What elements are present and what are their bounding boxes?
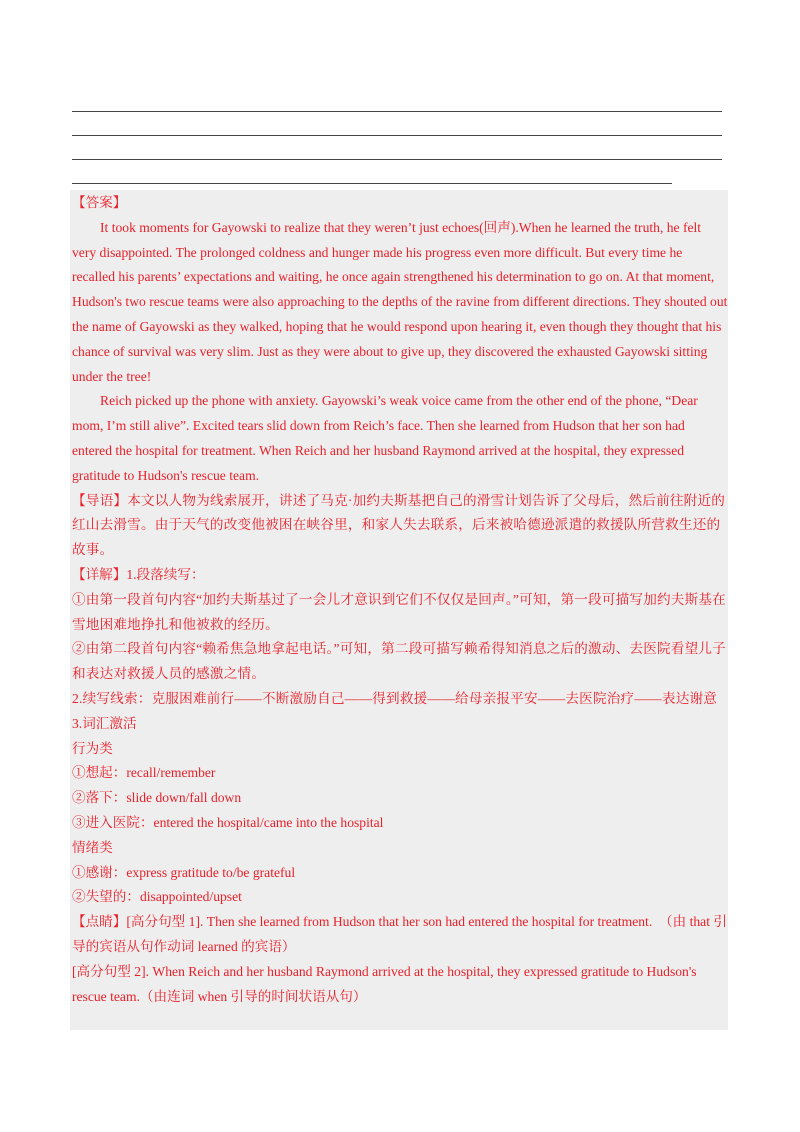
detail-item1-title: 1.段落续写： (126, 566, 205, 582)
highlight-sentence-1 (72, 910, 728, 960)
action-heading: 行为类 (72, 740, 113, 756)
writing-line (72, 111, 722, 112)
vocab-item: ③进入医院：entered the hospital/came into the hospital (72, 814, 384, 830)
detail-item1-b: ②由第二段首句内容“赖希焦急地拿起电话。”可知，第二段可描写赖希得知消息之后的激动、去医院看望儿子和表达对救援人员的感激之情。 (72, 641, 726, 682)
guide-section (72, 489, 728, 563)
highlight-sentence-2: [高分句型 2]. When Reich and her husband Raymond arrived at the hospital, they expressed gratitude to Hudson's rescue team.（由连词 when 引导的时间状语从句） (72, 963, 697, 1004)
vocab-item: ②失望的：disappointed/upset (72, 889, 242, 905)
emotion-heading: 情绪类 (72, 839, 113, 855)
detail-item3-title: 3.词汇激活 (72, 715, 137, 731)
detail-item2: 2.续写线索：克服困难前行——不断激励自己——得到救援——给母亲报平安——去医院治疗——表达谢意 (72, 690, 718, 706)
writing-line (72, 159, 722, 160)
vocab-item: ①想起：recall/remember (72, 765, 216, 781)
detail-item1-a: ①由第一段首句内容“加约夫斯基过了一会儿才意识到它们不仅仅是回声。”可知，第一段可描写加约夫斯基在雪地困难地挣扎和他被救的经历。 (72, 591, 726, 632)
guide-text: 本文以人物为线索展开，讲述了马克·加约夫斯基把自己的滑雪计划告诉了父母后，然后前往附近的红山去滑雪。由于天气的改变他被困在峡谷里，和家人失去联系，后来被哈德逊派遣的救援队所营救生还的故事。 (72, 492, 726, 558)
writing-line (72, 183, 672, 184)
vocab-item: ②落下：slide down/fall down (72, 790, 242, 806)
answer-paragraph-1: It took moments for Gayowski to realize that they weren’t just echoes(回声).When he learned the truth, he felt very disappointed. The prolonged coldness and hunger made his progress even more difficult. But every time he recalled his parents’ expectations and waiting, he once again strengthened his determination to go on. At that moment, Hudson's two rescue teams were also approaching to the depths of the ravine from different directions. They shouted out the name of Gayowski as they walked, hoping that he would respond upon hearing it, even though they thought that his chance of survival was very slim. Just as they were about to give up, they discovered the exhausted Gayowski sitting under the tree! (72, 219, 728, 384)
answer-heading: 【答案】 (72, 195, 127, 210)
answer-paragraph-2: Reich picked up the phone with anxiety. Gayowski’s weak voice came from the other end of the phone, “Dear mom, I’m still alive”. Excited tears slid down from Reich’s face. Then she learned from Hudson that her son had entered the hospital for treatment. When Reich and her husband Raymond arrived at the hospital, they expressed gratitude to Hudson's rescue team. (72, 393, 698, 483)
guide-label: 【导语】 (72, 492, 128, 508)
highlight-sentence-1-text: [高分句型 1]. Then she learned from Hudson that her son had entered the hospital for treatment. （由 that 引导的宾语从句作动词 learned 的宾语） (72, 914, 727, 954)
detail-label: 【详解】 (72, 566, 127, 582)
highlight-label: 【点睛】 (72, 914, 127, 930)
writing-line (72, 135, 722, 136)
detail-heading (72, 563, 728, 588)
vocab-item: ①感谢：express gratitude to/be grateful (72, 864, 296, 880)
answer-content (72, 191, 728, 1009)
